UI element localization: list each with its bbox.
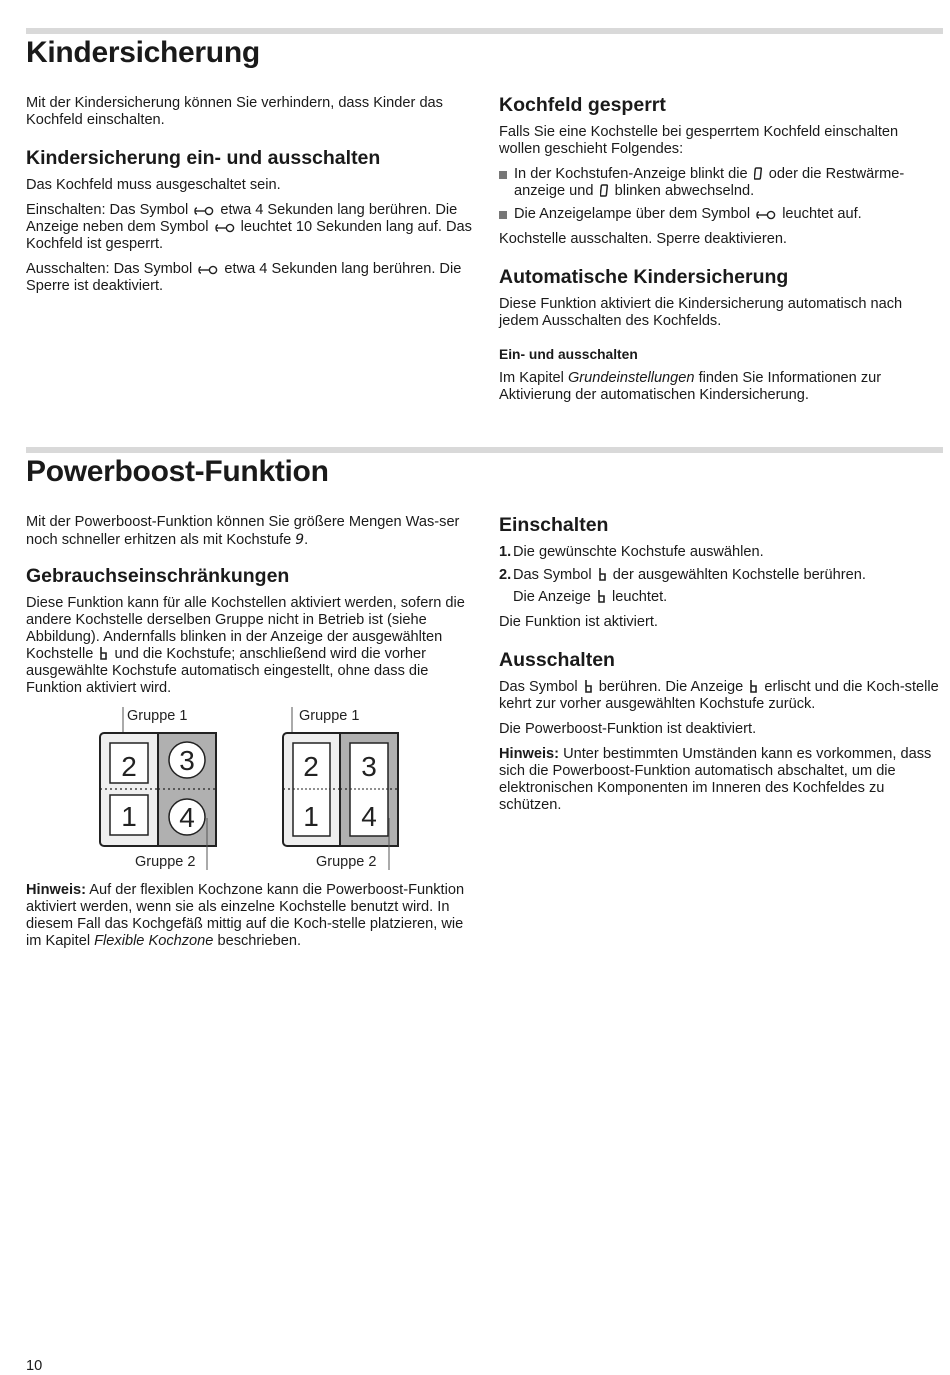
section-title-powerboost: Powerboost-Funktion bbox=[26, 455, 329, 488]
intro-text: Mit der Powerboost-Funktion können Sie größere Mengen Was-ser noch schneller erhitzen als mit Kochstufe 9. bbox=[26, 514, 460, 548]
paragraph: Das Symbol berühren. Die Anzeige erlischt und die Koch-stelle kehrt zur vorher ausgewählten Kochstufe zurück. bbox=[499, 679, 939, 712]
subheading: Gebrauchseinschränkungen bbox=[26, 565, 290, 587]
paragraph: Diese Funktion kann für alle Kochstellen aktiviert werden, sofern die andere Kochstelle derselben Gruppe nicht in Betrieb ist (siehe Abbildung). Andernfalls blinken in der Anzeige der ausgewählten Kochstelle und die Kochstufe; anschließend wird die vorher ausgewählte Kochstufe automatisch eingestellt, ohne dass die Funktion aktiviert wird. bbox=[26, 595, 465, 696]
key-lock-icon bbox=[215, 223, 235, 233]
zone-number: 1 bbox=[303, 801, 319, 832]
list-item: Die Anzeigelampe über dem Symbol leuchtet auf. bbox=[499, 206, 943, 223]
paragraph: Falls Sie eine Kochstelle bei gesperrtem Kochfeld einschalten wollen geschieht Folgendes: bbox=[499, 124, 899, 157]
paragraph: Diese Funktion aktiviert die Kindersicherung automatisch nach jedem Ausschalten des Kochfelds. bbox=[499, 296, 903, 329]
section-title-kindersicherung: Kindersicherung bbox=[26, 36, 260, 69]
paragraph: Das Kochfeld muss ausgeschaltet sein. bbox=[26, 177, 281, 193]
subheading: Kindersicherung ein- und ausschalten bbox=[26, 147, 381, 169]
right-column-powerboost bbox=[499, 500, 943, 822]
zero-display-icon bbox=[600, 184, 609, 197]
zone-number: 3 bbox=[179, 745, 195, 776]
key-lock-icon bbox=[194, 206, 214, 216]
zone-number: 4 bbox=[361, 801, 377, 832]
section-divider bbox=[26, 28, 943, 34]
page-number: 10 bbox=[26, 1358, 43, 1374]
group-label: Gruppe 1 bbox=[299, 708, 360, 724]
paragraph: Die Funktion ist aktiviert. bbox=[499, 614, 658, 630]
powerboost-icon bbox=[597, 590, 606, 603]
group-label: Gruppe 2 bbox=[316, 854, 377, 870]
powerboost-icon bbox=[99, 647, 108, 660]
list-item: 2. Das Symbol der ausgewählten Kochstelle berühren. Die Anzeige leuchtet. bbox=[499, 567, 866, 605]
zone-number: 1 bbox=[121, 801, 137, 832]
zone-number: 2 bbox=[303, 751, 319, 782]
note-flexible-zone bbox=[26, 882, 474, 958]
zone-number: 4 bbox=[179, 802, 195, 833]
powerboost-icon bbox=[598, 568, 607, 581]
group-label: Gruppe 2 bbox=[135, 854, 196, 870]
zone-number: 3 bbox=[361, 751, 377, 782]
list-item: 1. Die gewünschte Kochstufe auswählen. bbox=[499, 544, 764, 560]
intro-text: Mit der Kindersicherung können Sie verhindern, dass Kinder das Kochfeld einschalten. bbox=[26, 95, 443, 128]
key-lock-icon bbox=[756, 210, 776, 220]
list-item: In der Kochstufen-Anzeige blinkt die oder die Restwärme-anzeige und blinken abwechselnd. bbox=[499, 166, 943, 200]
zone-number: 2 bbox=[121, 751, 137, 782]
note-paragraph: Hinweis: Auf der flexiblen Kochzone kann die Powerboost-Funktion aktiviert werden, wenn sie als einzelne Kochstelle benutzt wird. In diesem Fall das Kochgefäß mittig auf die Koch-stelle platzieren, wie im Kapitel Flexible Kochzone beschrieben. bbox=[26, 882, 465, 949]
zero-display-icon bbox=[754, 167, 763, 180]
subheading: Ausschalten bbox=[499, 649, 615, 671]
key-lock-icon bbox=[198, 265, 218, 275]
paragraph: Ausschalten: Das Symbol etwa 4 Sekunden lang berühren. Die Sperre ist deaktiviert. bbox=[26, 261, 462, 294]
left-column-kindersicherung bbox=[26, 95, 474, 303]
powerboost-icon bbox=[749, 680, 758, 693]
minor-heading: Ein- und ausschalten bbox=[499, 347, 638, 362]
group-label: Gruppe 1 bbox=[127, 708, 188, 724]
paragraph: Kochstelle ausschalten. Sperre deaktivieren. bbox=[499, 231, 787, 247]
left-column-powerboost bbox=[26, 514, 474, 705]
note-paragraph: Hinweis: Unter bestimmten Umständen kann es vorkommen, dass sich die Powerboost-Funktion automatisch abschaltet, um die elektronischen Komponenten im Inneren des Kochfeldes zu schützen. bbox=[499, 746, 932, 813]
section-divider bbox=[26, 447, 943, 453]
nine-display-icon: 9 bbox=[295, 531, 305, 548]
steps-list bbox=[499, 544, 943, 606]
powerboost-icon bbox=[584, 680, 593, 693]
bullet-list bbox=[499, 166, 943, 223]
subheading: Kochfeld gesperrt bbox=[499, 94, 666, 116]
paragraph: Einschalten: Das Symbol etwa 4 Sekunden lang berühren. Die Anzeige neben dem Symbol leuchtet 10 Sekunden lang auf. Das Kochfeld ist gesperrt. bbox=[26, 202, 472, 252]
paragraph: Die Powerboost-Funktion ist deaktiviert. bbox=[499, 721, 757, 737]
cooktop-group-diagram bbox=[90, 700, 410, 875]
right-column-kindersicherung bbox=[499, 80, 943, 412]
paragraph: Im Kapitel Grundeinstellungen finden Sie Informationen zur Aktivierung der automatischen Kindersicherung. bbox=[499, 370, 882, 403]
subheading: Automatische Kindersicherung bbox=[499, 266, 789, 288]
subheading: Einschalten bbox=[499, 514, 609, 536]
